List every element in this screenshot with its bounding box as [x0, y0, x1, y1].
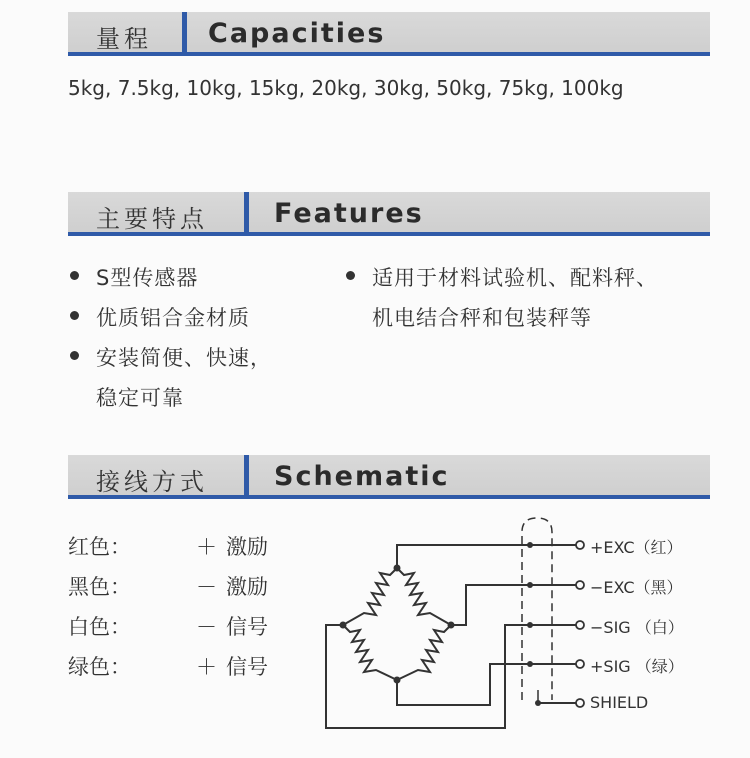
- wire-color: 红色：: [68, 535, 131, 559]
- capacities-list: 5kg, 7.5kg, 10kg, 15kg, 20kg, 30kg, 50kg, 75kg, 100kg: [68, 76, 624, 100]
- feature-item-continued: 稳定可靠: [96, 386, 184, 410]
- wire-color: 黑色：: [68, 575, 131, 599]
- junction-dot: [527, 542, 533, 548]
- wire-function: 激励: [226, 575, 268, 599]
- wire-sign: －: [196, 615, 217, 639]
- capacities-title-en: Capacities: [208, 18, 386, 49]
- junction-dot: [527, 622, 533, 628]
- junction-dot: [527, 661, 533, 667]
- resistor-top-left: [343, 568, 397, 625]
- wire-color: 绿色：: [68, 655, 131, 679]
- resistor-bottom-right: [397, 625, 451, 680]
- exc-positive-wire: [397, 545, 578, 568]
- feature-item-continued: 机电结合秤和包装秤等: [372, 306, 592, 330]
- terminal-icon: [576, 621, 584, 629]
- terminal-label: −SIG （白）: [590, 618, 684, 637]
- bridge-node: [394, 565, 401, 572]
- feature-item: 优质铝合金材质: [96, 306, 250, 330]
- terminal-icon: [576, 541, 584, 549]
- wire-sign: ＋: [196, 535, 217, 559]
- exc-negative-wire: [451, 585, 578, 625]
- resistor-top-right: [397, 568, 451, 625]
- wire-function: 信号: [226, 655, 268, 679]
- terminal-icon: [576, 660, 584, 668]
- feature-item: 适用于材料试验机、配料秤、: [372, 266, 658, 290]
- terminal-icon: [576, 699, 584, 707]
- wire-function: 激励: [226, 535, 268, 559]
- terminal-label: −EXC（黑）: [590, 578, 683, 597]
- terminal-label: SHIELD: [590, 693, 649, 712]
- schematic-title-en: Schematic: [274, 461, 450, 492]
- capacities-title-cn: 量程: [96, 25, 152, 53]
- wire-function: 信号: [226, 615, 268, 639]
- bridge-node: [448, 622, 455, 629]
- terminal-label: +EXC（红）: [590, 538, 683, 557]
- resistor-bottom-left: [343, 625, 397, 680]
- terminal-label: +SIG （绿）: [590, 657, 684, 676]
- junction-dot: [527, 582, 533, 588]
- junction-dot: [535, 700, 541, 706]
- bridge-node: [340, 622, 347, 629]
- features-title-en: Features: [274, 198, 424, 229]
- terminal-icon: [576, 581, 584, 589]
- schematic-title-cn: 接线方式: [96, 468, 208, 496]
- wire-color: 白色：: [68, 615, 131, 639]
- wire-sign: ＋: [196, 655, 217, 679]
- feature-item: S型传感器: [96, 266, 199, 290]
- features-title-cn: 主要特点: [96, 205, 208, 233]
- bridge-node: [394, 677, 401, 684]
- feature-item: 安装简便、快速，: [96, 346, 272, 370]
- wire-sign: －: [196, 575, 217, 599]
